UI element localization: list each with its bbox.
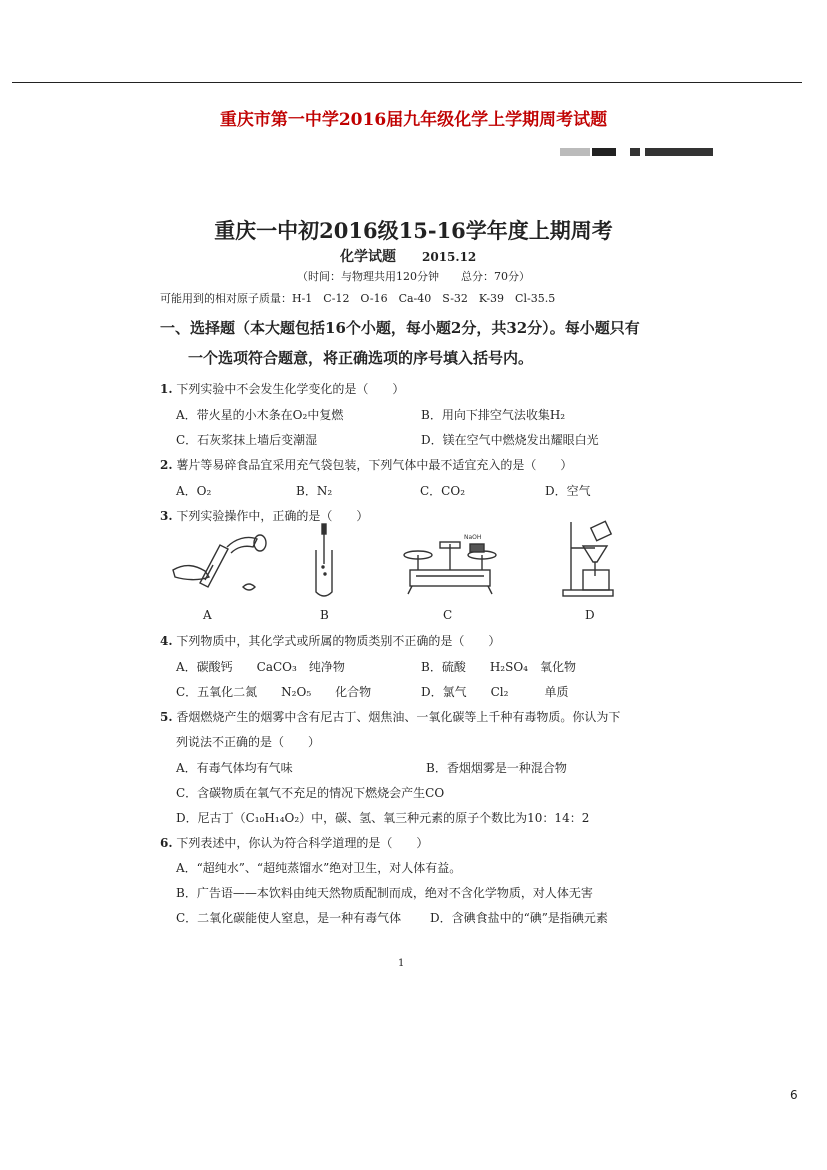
question-number: 3.	[160, 509, 173, 523]
atomic-mass-line: 可能用到的相对原子质量：H-1 C-12 O-16 Ca-40 S-32 K-39 Cl-35.5	[160, 292, 556, 305]
question-5	[160, 708, 620, 725]
question-stem: 下列实验操作中，正确的是（ ）	[176, 509, 369, 523]
subject-text: 化学试题	[340, 249, 396, 265]
question-2	[160, 456, 572, 473]
q6-option-c: C．二氧化碳能使人窒息，是一种有毒气体	[176, 911, 402, 925]
question-5-stem-cont: 列说法不正确的是（ ）	[176, 735, 321, 749]
section-title-line2: 一个选项符合题意，将正确选项的序号填入括号内。	[188, 349, 534, 367]
q5-option-c: C．含碳物质在氧气不充足的情况下燃烧会产生CO	[176, 786, 445, 800]
q4-option-d: D．氯气 Cl₂ 单质	[421, 685, 569, 699]
q2-option-d: D．空气	[545, 484, 591, 498]
q1-option-c: C．石灰浆抹上墙后变潮湿	[176, 433, 318, 447]
corner-page-number: 6	[790, 1088, 798, 1102]
figure-label-d: D	[585, 608, 595, 622]
scan-artifact	[645, 148, 713, 156]
figure-a-pouring	[165, 525, 275, 600]
figure-b-dropper	[300, 522, 350, 602]
question-number: 6.	[160, 836, 173, 850]
question-number: 5.	[160, 710, 173, 724]
figure-c-balance	[400, 530, 500, 600]
q5-option-b: B．香烟烟雾是一种混合物	[426, 761, 567, 775]
q4-option-b: B．硫酸 H₂SO₄ 氧化物	[421, 660, 576, 674]
question-6	[160, 834, 428, 851]
figure-d-filtration	[555, 518, 625, 600]
scan-artifact	[630, 148, 640, 156]
question-stem: 香烟燃烧产生的烟雾中含有尼古丁、烟焦油、一氧化碳等上千种有毒物质。你认为下	[176, 710, 621, 724]
q5-option-d: D．尼古丁（C₁₀H₁₄O₂）中，碳、氢、氧三种元素的原子个数比为10：14：2	[176, 811, 590, 825]
q4-option-c: C．五氧化二氮 N₂O₅ 化合物	[176, 685, 372, 699]
q2-option-c: C．CO₂	[420, 484, 466, 498]
q4-option-a: A．碳酸钙 CaCO₃ 纯净物	[176, 660, 345, 674]
question-number: 4.	[160, 634, 173, 648]
q2-option-b: B．N₂	[296, 484, 333, 498]
figure-label-c: C	[443, 608, 453, 622]
question-stem: 下列表述中，你认为符合科学道理的是（ ）	[176, 836, 429, 850]
q1-option-a: A．带火星的小木条在O₂中复燃	[176, 408, 344, 422]
q1-option-d: D．镁在空气中燃烧发出耀眼白光	[421, 433, 599, 447]
top-rule	[12, 82, 802, 83]
paper-subject	[340, 246, 476, 266]
scan-artifact	[592, 148, 616, 156]
q6-option-b: B．广告语——本饮料由纯天然物质配制而成，绝对不含化学物质，对人体无害	[176, 886, 593, 900]
time-note: （时间：与物理共用120分钟 总分：70分）	[297, 270, 530, 283]
q2-option-a: A．O₂	[176, 484, 212, 498]
question-number: 2.	[160, 458, 173, 472]
question-stem: 下列物质中，其化学式或所属的物质类别不正确的是（ ）	[176, 634, 501, 648]
scan-artifact	[560, 148, 590, 156]
paper-heading: 重庆一中初2016级15-16学年度上期周考	[214, 218, 613, 243]
question-1	[160, 380, 404, 397]
q5-option-a: A．有毒气体均有气味	[176, 761, 293, 775]
question-stem: 薯片等易碎食品宜采用充气袋包装，下列气体中最不适宜充入的是（ ）	[176, 458, 573, 472]
naoh-label: NaOH	[464, 534, 482, 541]
question-number: 1.	[160, 382, 173, 396]
q6-option-d: D．含碘食盐中的“碘”是指碘元素	[430, 911, 608, 925]
question-4	[160, 632, 500, 649]
q6-option-a: A．“超纯水”、“超纯蒸馏水”绝对卫生，对人体有益。	[176, 861, 462, 875]
figure-label-a: A	[203, 608, 212, 622]
question-stem: 下列实验中不会发生化学变化的是（ ）	[176, 382, 405, 396]
paper-date: 2015.12	[422, 250, 477, 264]
q1-option-b: B．用向下排空气法收集H₂	[421, 408, 566, 422]
section-title-line1: 一、选择题（本大题包括16个小题，每小题2分，共32分）。每小题只有	[160, 319, 640, 337]
figure-label-b: B	[320, 608, 329, 622]
page-number: 1	[398, 958, 405, 969]
document-title: 重庆市第一中学2016届九年级化学上学期周考试题	[219, 110, 608, 130]
